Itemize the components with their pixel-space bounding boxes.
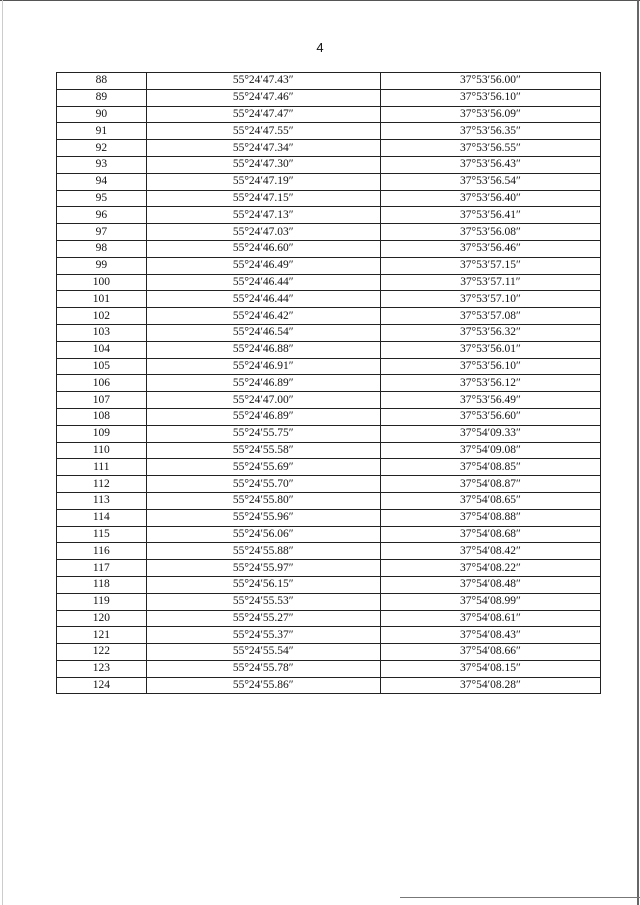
latitude-cell: 55°24′56.06″ <box>146 526 380 543</box>
table-row <box>57 677 601 694</box>
point-number-cell: 109 <box>57 425 147 442</box>
point-number-cell: 90 <box>57 106 147 123</box>
longitude-cell: 37°53′56.49″ <box>380 392 600 409</box>
latitude-cell: 55°24′47.47″ <box>146 106 380 123</box>
table-row <box>57 341 601 358</box>
latitude-cell: 55°24′55.27″ <box>146 610 380 627</box>
coordinates-table-body <box>57 73 601 694</box>
longitude-cell: 37°53′56.01″ <box>380 341 600 358</box>
table-row <box>57 526 601 543</box>
latitude-cell: 55°24′46.49″ <box>146 257 380 274</box>
latitude-cell: 55°24′46.89″ <box>146 408 380 425</box>
table-row <box>57 123 601 140</box>
table-row <box>57 358 601 375</box>
point-number-cell: 111 <box>57 459 147 476</box>
point-number-cell: 117 <box>57 560 147 577</box>
longitude-cell: 37°54′09.08″ <box>380 442 600 459</box>
point-number-cell: 122 <box>57 644 147 661</box>
page-edge-bottom <box>400 897 640 898</box>
longitude-cell: 37°53′56.10″ <box>380 358 600 375</box>
longitude-cell: 37°53′57.11″ <box>380 274 600 291</box>
point-number-cell: 124 <box>57 677 147 694</box>
point-number-cell: 97 <box>57 224 147 241</box>
page-edge-left <box>2 0 3 905</box>
longitude-cell: 37°54′08.22″ <box>380 560 600 577</box>
table-row <box>57 560 601 577</box>
longitude-cell: 37°53′56.09″ <box>380 106 600 123</box>
table-row <box>57 73 601 90</box>
longitude-cell: 37°54′08.42″ <box>380 543 600 560</box>
table-row <box>57 257 601 274</box>
point-number-cell: 110 <box>57 442 147 459</box>
latitude-cell: 55°24′47.19″ <box>146 173 380 190</box>
table-row <box>57 274 601 291</box>
latitude-cell: 55°24′46.88″ <box>146 341 380 358</box>
latitude-cell: 55°24′55.70″ <box>146 476 380 493</box>
longitude-cell: 37°53′56.35″ <box>380 123 600 140</box>
table-row <box>57 156 601 173</box>
longitude-cell: 37°53′56.60″ <box>380 408 600 425</box>
point-number-cell: 89 <box>57 89 147 106</box>
point-number-cell: 106 <box>57 375 147 392</box>
page-edge-top <box>0 0 640 1</box>
table-row <box>57 375 601 392</box>
table-row <box>57 392 601 409</box>
table-row <box>57 459 601 476</box>
point-number-cell: 99 <box>57 257 147 274</box>
longitude-cell: 37°54′08.85″ <box>380 459 600 476</box>
point-number-cell: 93 <box>57 156 147 173</box>
table-row <box>57 240 601 257</box>
longitude-cell: 37°54′08.99″ <box>380 593 600 610</box>
latitude-cell: 55°24′55.53″ <box>146 593 380 610</box>
longitude-cell: 37°53′56.08″ <box>380 224 600 241</box>
table-row <box>57 106 601 123</box>
longitude-cell: 37°54′09.33″ <box>380 425 600 442</box>
table-row <box>57 308 601 325</box>
table-row <box>57 476 601 493</box>
table-row <box>57 543 601 560</box>
table-row <box>57 408 601 425</box>
latitude-cell: 55°24′46.60″ <box>146 240 380 257</box>
latitude-cell: 55°24′47.00″ <box>146 392 380 409</box>
latitude-cell: 55°24′55.69″ <box>146 459 380 476</box>
latitude-cell: 55°24′46.44″ <box>146 291 380 308</box>
longitude-cell: 37°54′08.15″ <box>380 660 600 677</box>
table-row <box>57 442 601 459</box>
point-number-cell: 94 <box>57 173 147 190</box>
longitude-cell: 37°54′08.66″ <box>380 644 600 661</box>
longitude-cell: 37°54′08.88″ <box>380 509 600 526</box>
longitude-cell: 37°53′56.43″ <box>380 156 600 173</box>
point-number-cell: 91 <box>57 123 147 140</box>
coordinates-table <box>56 72 601 694</box>
table-row <box>57 593 601 610</box>
latitude-cell: 55°24′46.89″ <box>146 375 380 392</box>
latitude-cell: 55°24′56.15″ <box>146 576 380 593</box>
longitude-cell: 37°53′57.10″ <box>380 291 600 308</box>
latitude-cell: 55°24′55.80″ <box>146 492 380 509</box>
longitude-cell: 37°54′08.68″ <box>380 526 600 543</box>
table-row <box>57 492 601 509</box>
longitude-cell: 37°53′56.41″ <box>380 207 600 224</box>
point-number-cell: 96 <box>57 207 147 224</box>
longitude-cell: 37°53′57.15″ <box>380 257 600 274</box>
latitude-cell: 55°24′55.58″ <box>146 442 380 459</box>
table-row <box>57 627 601 644</box>
point-number-cell: 108 <box>57 408 147 425</box>
latitude-cell: 55°24′55.37″ <box>146 627 380 644</box>
page-edge-right <box>637 0 639 905</box>
latitude-cell: 55°24′46.91″ <box>146 358 380 375</box>
latitude-cell: 55°24′55.88″ <box>146 543 380 560</box>
point-number-cell: 107 <box>57 392 147 409</box>
table-row <box>57 644 601 661</box>
point-number-cell: 121 <box>57 627 147 644</box>
point-number-cell: 100 <box>57 274 147 291</box>
longitude-cell: 37°54′08.61″ <box>380 610 600 627</box>
point-number-cell: 95 <box>57 190 147 207</box>
latitude-cell: 55°24′55.78″ <box>146 660 380 677</box>
table-row <box>57 140 601 157</box>
point-number-cell: 118 <box>57 576 147 593</box>
longitude-cell: 37°54′08.28″ <box>380 677 600 694</box>
point-number-cell: 92 <box>57 140 147 157</box>
point-number-cell: 119 <box>57 593 147 610</box>
longitude-cell: 37°53′56.54″ <box>380 173 600 190</box>
point-number-cell: 103 <box>57 324 147 341</box>
latitude-cell: 55°24′47.13″ <box>146 207 380 224</box>
page-number: 4 <box>316 40 324 55</box>
latitude-cell: 55°24′47.34″ <box>146 140 380 157</box>
longitude-cell: 37°53′56.10″ <box>380 89 600 106</box>
point-number-cell: 98 <box>57 240 147 257</box>
longitude-cell: 37°53′56.12″ <box>380 375 600 392</box>
table-row <box>57 610 601 627</box>
table-row <box>57 89 601 106</box>
point-number-cell: 112 <box>57 476 147 493</box>
latitude-cell: 55°24′55.86″ <box>146 677 380 694</box>
table-row <box>57 291 601 308</box>
latitude-cell: 55°24′55.75″ <box>146 425 380 442</box>
longitude-cell: 37°54′08.87″ <box>380 476 600 493</box>
point-number-cell: 116 <box>57 543 147 560</box>
latitude-cell: 55°24′55.54″ <box>146 644 380 661</box>
point-number-cell: 88 <box>57 73 147 90</box>
latitude-cell: 55°24′47.03″ <box>146 224 380 241</box>
longitude-cell: 37°54′08.48″ <box>380 576 600 593</box>
longitude-cell: 37°54′08.65″ <box>380 492 600 509</box>
table-row <box>57 207 601 224</box>
point-number-cell: 120 <box>57 610 147 627</box>
latitude-cell: 55°24′55.97″ <box>146 560 380 577</box>
table-row <box>57 509 601 526</box>
longitude-cell: 37°53′56.32″ <box>380 324 600 341</box>
longitude-cell: 37°53′56.40″ <box>380 190 600 207</box>
latitude-cell: 55°24′47.30″ <box>146 156 380 173</box>
table-row <box>57 190 601 207</box>
table-row <box>57 576 601 593</box>
longitude-cell: 37°53′56.46″ <box>380 240 600 257</box>
point-number-cell: 113 <box>57 492 147 509</box>
table-row <box>57 224 601 241</box>
point-number-cell: 102 <box>57 308 147 325</box>
latitude-cell: 55°24′47.55″ <box>146 123 380 140</box>
longitude-cell: 37°53′56.55″ <box>380 140 600 157</box>
table-row <box>57 324 601 341</box>
table-row <box>57 660 601 677</box>
latitude-cell: 55°24′46.44″ <box>146 274 380 291</box>
latitude-cell: 55°24′47.46″ <box>146 89 380 106</box>
longitude-cell: 37°53′56.00″ <box>380 73 600 90</box>
point-number-cell: 123 <box>57 660 147 677</box>
point-number-cell: 101 <box>57 291 147 308</box>
latitude-cell: 55°24′55.96″ <box>146 509 380 526</box>
latitude-cell: 55°24′47.15″ <box>146 190 380 207</box>
latitude-cell: 55°24′46.54″ <box>146 324 380 341</box>
point-number-cell: 104 <box>57 341 147 358</box>
table-row <box>57 425 601 442</box>
point-number-cell: 115 <box>57 526 147 543</box>
latitude-cell: 55°24′46.42″ <box>146 308 380 325</box>
longitude-cell: 37°53′57.08″ <box>380 308 600 325</box>
longitude-cell: 37°54′08.43″ <box>380 627 600 644</box>
latitude-cell: 55°24′47.43″ <box>146 73 380 90</box>
table-row <box>57 173 601 190</box>
point-number-cell: 105 <box>57 358 147 375</box>
point-number-cell: 114 <box>57 509 147 526</box>
